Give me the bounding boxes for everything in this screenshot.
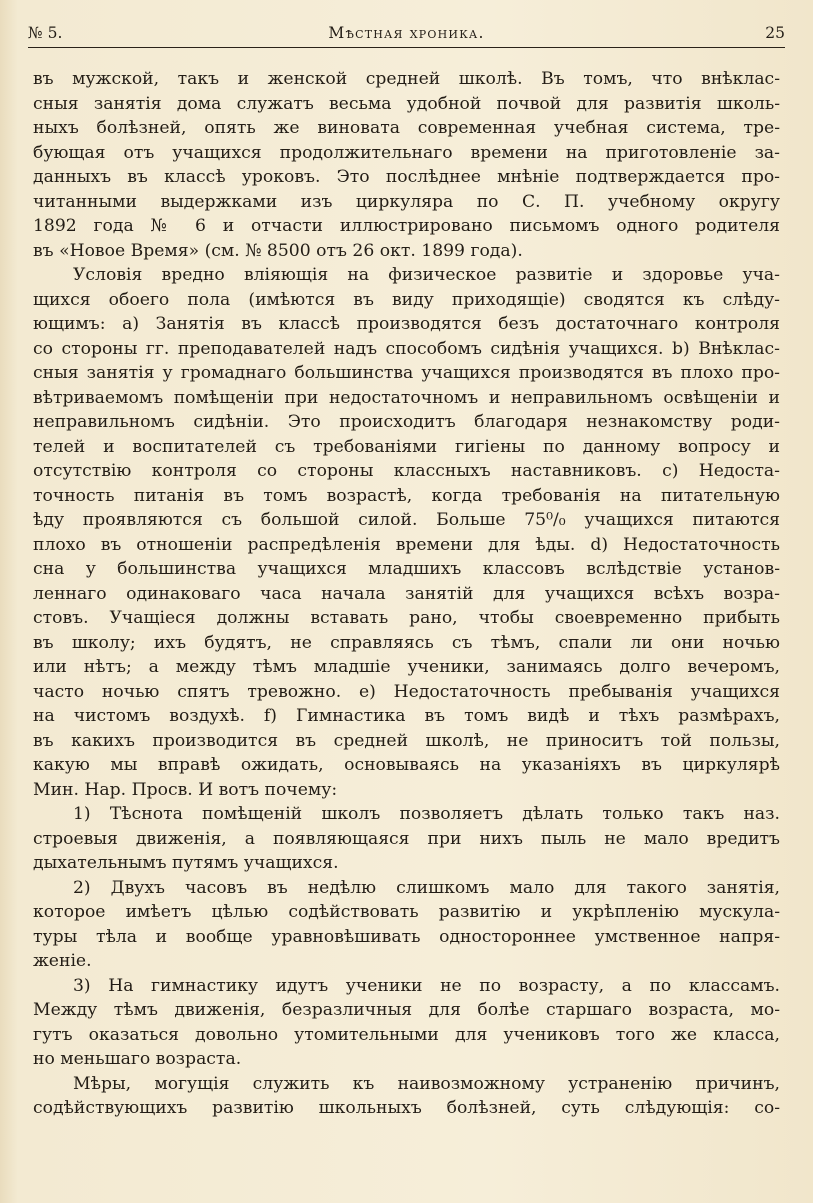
text-line: сныя занятія у громаднаго большинства учащихся производятся въ плохо про- bbox=[33, 363, 780, 383]
text-line: стовъ. Учащіеся должны вставать рано, чтобы своевременно прибыть bbox=[33, 608, 780, 628]
text-line: какую мы вправѣ ожидать, основываясь на указаніяхъ въ циркулярѣ bbox=[33, 755, 780, 775]
text-line: щихся обоего пола (имѣются въ виду приходящіе) сводятся къ слѣду- bbox=[33, 289, 780, 310]
text-line: Мѣры, могущія служить къ наивозможному устраненію причинъ, bbox=[73, 1073, 780, 1094]
text-line: неправильномъ сидѣніи. Это происходитъ благодаря незнакомству роди- bbox=[33, 412, 780, 432]
text-line: читанными выдержками изъ циркуляра по С. П. учебному округу bbox=[33, 191, 780, 212]
text-line: туры тѣла и вообще уравновѣшивать одностороннее умственное напря- bbox=[33, 926, 780, 947]
text-line: которое имѣетъ цѣлью содѣйствовать развитію и укрѣпленію мускула- bbox=[33, 902, 780, 922]
text-line: строевыя движенія, а появляющаяся при нихъ пыль не мало вредитъ bbox=[33, 828, 780, 849]
text-line: 2) Двухъ часовъ въ недѣлю слишкомъ мало для такого занятія, bbox=[73, 877, 780, 898]
text-line: плохо въ отношеніи распредѣленія времени для ѣды. d) Недостаточность bbox=[33, 534, 780, 555]
text-line: въ мужской, такъ и женской средней школѣ. Въ томъ, что внѣклас- bbox=[33, 69, 780, 89]
page-number: 25 bbox=[765, 24, 785, 42]
text-line: Условія вредно вліяющія на физическое развитіе и здоровье уча- bbox=[73, 265, 780, 285]
text-line: содѣйствующихъ развитію школьныхъ болѣзней, суть слѣдующія: со- bbox=[33, 1098, 780, 1118]
text-line: сна у большинства учащихся младшихъ классовъ вслѣдствіе установ- bbox=[33, 559, 780, 579]
text-line: 1) Тѣснота помѣщеній школъ позволяетъ дѣлать только такъ наз. bbox=[73, 804, 780, 824]
text-line: Мин. Нар. Просв. И вотъ почему: bbox=[33, 779, 338, 800]
text-line: или нѣтъ; а между тѣмъ младшіе ученики, занимаясь долго вечеромъ, bbox=[33, 657, 780, 677]
text-line: дыхательнымъ путямъ учащихся. bbox=[33, 853, 339, 873]
text-line: но меньшаго возраста. bbox=[33, 1049, 242, 1069]
text-line: въ школу; ихъ будятъ, не справляясь съ тѣмъ, спали ли они ночью bbox=[33, 632, 780, 653]
running-header bbox=[28, 20, 785, 46]
text-line: женіе. bbox=[33, 951, 92, 971]
section-title: Мѣстная хроника. bbox=[328, 24, 485, 42]
text-line: 3) На гимнастику идутъ ученики не по возрасту, а по классамъ. bbox=[73, 975, 780, 996]
text-line: отсутствію контроля со стороны классныхъ наставниковъ. c) Недоста- bbox=[33, 461, 780, 481]
text-line: гутъ оказаться довольно утомительными для учениковъ того же класса, bbox=[33, 1024, 780, 1045]
header-rule bbox=[28, 47, 785, 48]
text-line: часто ночью спятъ тревожно. e) Недостаточность пребыванія учащихся bbox=[33, 681, 780, 702]
body-text bbox=[33, 67, 780, 1121]
text-line: въ какихъ производится въ средней школѣ, не приноситъ той пользы, bbox=[33, 730, 780, 751]
text-line: 1892 года № 6 и отчасти иллюстрировано письмомъ одного родителя bbox=[33, 216, 780, 236]
text-line: точность питанія въ томъ возрастѣ, когда требованія на питательную bbox=[33, 485, 780, 506]
issue-number: № 5. bbox=[28, 24, 63, 42]
text-line: данныхъ въ классѣ уроковъ. Это послѣднее мнѣніе подтверждается про- bbox=[33, 167, 780, 187]
text-line: вѣтриваемомъ помѣщеніи при недостаточномъ и неправильномъ освѣщеніи и bbox=[33, 387, 780, 408]
text-line: ющимъ: a) Занятія въ классѣ производятся безъ достаточнаго контроля bbox=[33, 314, 780, 334]
text-line: на чистомъ воздухѣ. f) Гимнастика въ томъ видѣ и тѣхъ размѣрахъ, bbox=[33, 706, 780, 726]
text-line: ѣду проявляются съ большой силой. Больше 75⁰/₀ учащихся питаются bbox=[33, 510, 780, 530]
text-line: сныя занятія дома служатъ весьма удобной почвой для развитія школь- bbox=[33, 93, 780, 114]
text-line: ныхъ болѣзней, опять же виновата современная учебная система, тре- bbox=[33, 118, 780, 138]
text-line: со стороны гг. преподавателей надъ способомъ сидѣнія учащихся. b) Внѣклас- bbox=[33, 338, 780, 359]
text-line: Между тѣмъ движенія, безразличныя для болѣе старшаго возраста, мо- bbox=[33, 1000, 780, 1020]
text-line: бующая отъ учащихся продолжительнаго времени на приготовленіе за- bbox=[33, 142, 780, 163]
text-line: въ «Новое Время» (см. № 8500 отъ 26 окт. 1899 года). bbox=[33, 240, 523, 261]
text-line: телей и воспитателей съ требованіями гигіены по данному вопросу и bbox=[33, 436, 780, 457]
text-line: леннаго одинаковаго часа начала занятій для учащихся всѣхъ возра- bbox=[33, 583, 780, 604]
